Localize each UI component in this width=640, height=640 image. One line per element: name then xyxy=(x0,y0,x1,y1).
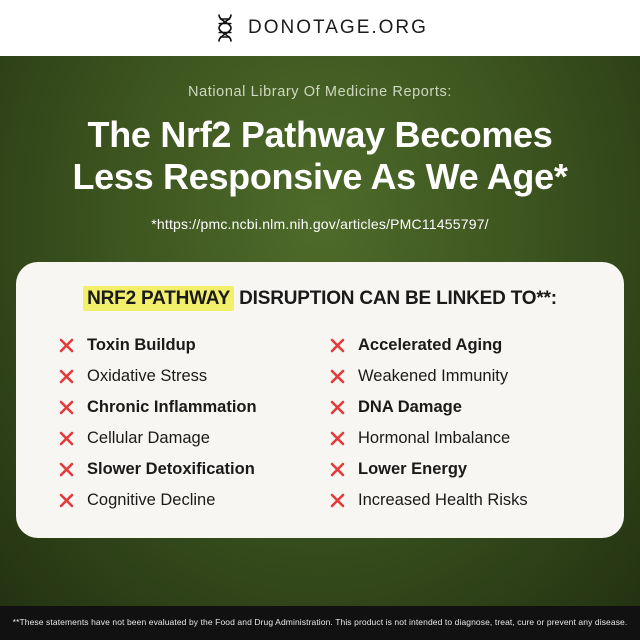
symptom-column-left xyxy=(58,336,311,510)
list-item xyxy=(58,491,311,510)
red-x-icon xyxy=(329,368,346,385)
hero-headline-line-2: Less Responsive As We Age* xyxy=(72,155,568,197)
source-url[interactable]: *https://pmc.ncbi.nlm.nih.gov/articles/PMC11455797/ xyxy=(151,215,489,232)
hero-headline xyxy=(72,114,567,198)
disruption-card xyxy=(16,262,624,538)
card-title-highlight: NRF2 PATHWAY xyxy=(83,286,234,311)
list-item-label: Lower Energy xyxy=(358,460,468,478)
list-item xyxy=(329,398,582,417)
list-item xyxy=(329,336,582,355)
disclaimer-text: **These statements have not been evaluated by the Food and Drug Administration. This product is not intended to diagnose, treat, cure or prevent any disease. xyxy=(12,617,628,628)
red-x-icon xyxy=(58,368,75,385)
list-item xyxy=(329,491,582,510)
site-header xyxy=(0,0,640,56)
list-item xyxy=(329,367,582,386)
symptom-column-right xyxy=(329,336,582,510)
list-item xyxy=(58,336,311,355)
card-title xyxy=(40,288,600,310)
disclaimer-footer xyxy=(0,606,640,640)
list-item-label: Weakened Immunity xyxy=(358,367,509,385)
red-x-icon xyxy=(58,430,75,447)
red-x-icon xyxy=(329,430,346,447)
red-x-icon xyxy=(329,399,346,416)
list-item-label: Hormonal Imbalance xyxy=(358,429,511,447)
red-x-icon xyxy=(329,492,346,509)
list-item-label: Cellular Damage xyxy=(87,429,210,447)
red-x-icon xyxy=(329,461,346,478)
list-item-label: Toxin Buildup xyxy=(87,336,196,354)
brand-name: DONOTAGE.ORG xyxy=(248,17,428,38)
red-x-icon xyxy=(329,337,346,354)
hero-headline-line-1: The Nrf2 Pathway Becomes xyxy=(87,114,553,155)
list-item-label: Chronic Inflammation xyxy=(87,398,257,416)
dna-helix-icon xyxy=(212,13,238,43)
list-item-label: Accelerated Aging xyxy=(358,336,503,354)
list-item xyxy=(329,460,582,479)
list-item-label: DNA Damage xyxy=(358,398,462,416)
list-item xyxy=(58,429,311,448)
list-item xyxy=(58,367,311,386)
list-item-label: Oxidative Stress xyxy=(87,367,208,385)
symptom-lists xyxy=(40,336,600,510)
red-x-icon xyxy=(58,492,75,509)
card-title-rest: DISRUPTION CAN BE LINKED TO**: xyxy=(234,288,557,309)
list-item xyxy=(58,460,311,479)
red-x-icon xyxy=(58,337,75,354)
list-item-label: Slower Detoxification xyxy=(87,460,255,478)
red-x-icon xyxy=(58,461,75,478)
list-item xyxy=(329,429,582,448)
hero-section xyxy=(0,56,640,606)
list-item-label: Cognitive Decline xyxy=(87,491,216,509)
list-item-label: Increased Health Risks xyxy=(358,491,528,509)
list-item xyxy=(58,398,311,417)
red-x-icon xyxy=(58,399,75,416)
hero-eyebrow: National Library Of Medicine Reports: xyxy=(188,84,452,100)
